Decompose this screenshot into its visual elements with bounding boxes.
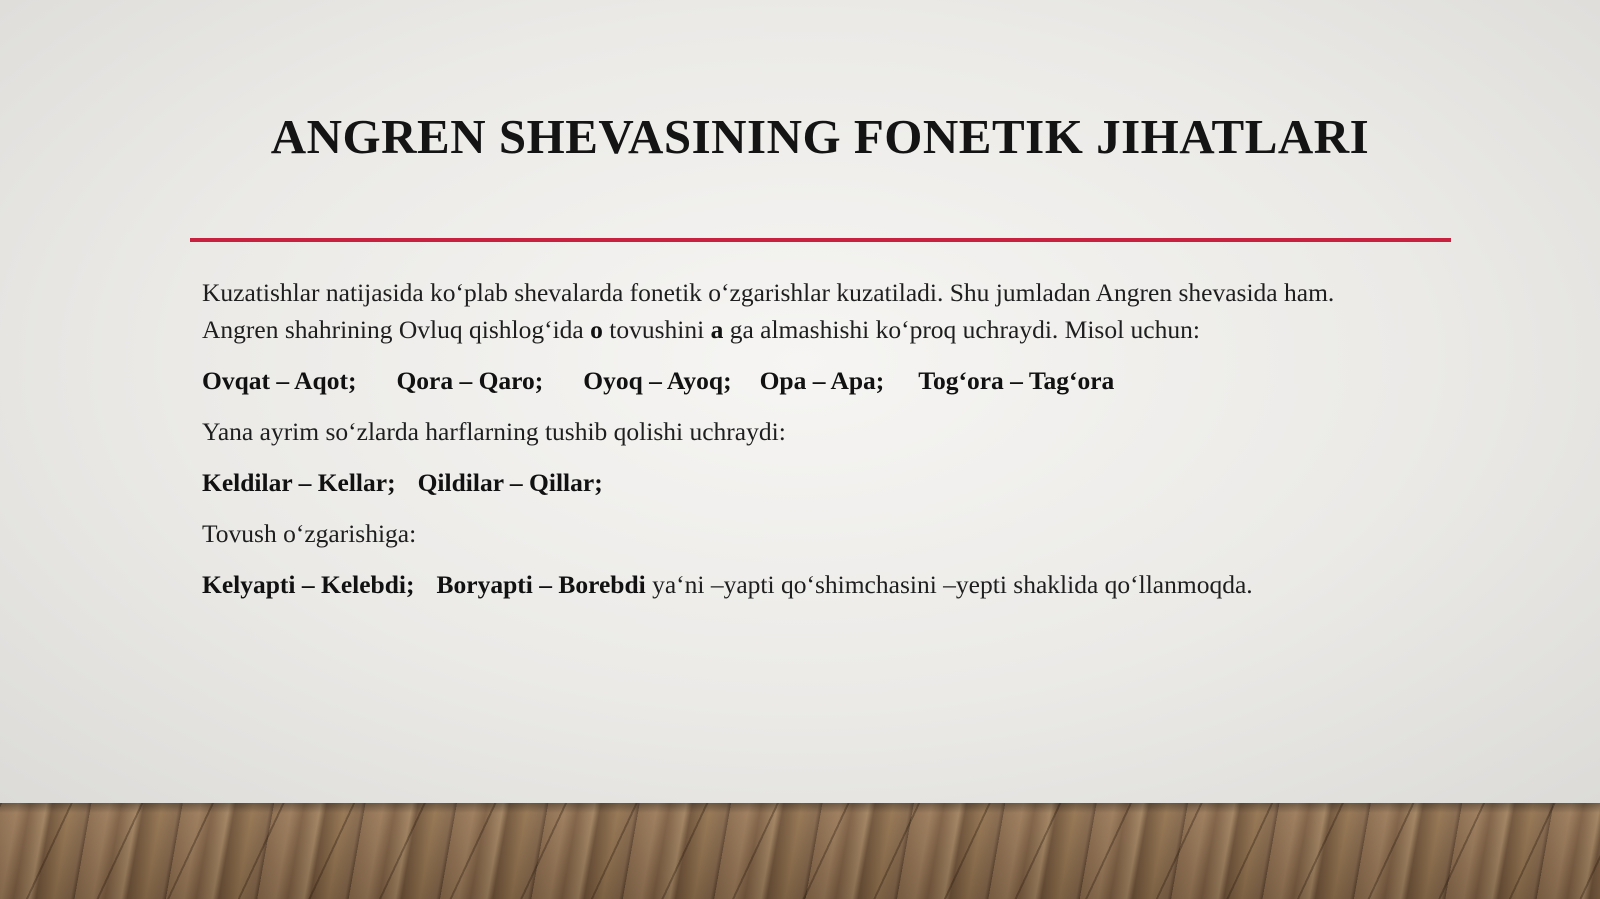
intro-bold-o: o bbox=[590, 315, 603, 344]
example-opa: Opa – Apa; bbox=[759, 366, 885, 395]
example-keldilar: Keldilar – Kellar; bbox=[202, 468, 396, 497]
intro-text-2: tovushini bbox=[602, 315, 711, 344]
slide-title: ANGREN SHEVASINING FONETIK JIHATLARI bbox=[270, 109, 1370, 164]
example-qora: Qora – Qaro; bbox=[396, 366, 544, 395]
examples-sound-change bbox=[202, 566, 1412, 603]
example-ovqat: Ovqat – Aqot; bbox=[202, 366, 357, 395]
example-kelyapti: Kelyapti – Kelebdi; bbox=[202, 570, 415, 599]
intro-bold-a: a bbox=[710, 315, 724, 344]
examples-letter-drop bbox=[202, 464, 1412, 501]
examples-vowel-change bbox=[202, 362, 1412, 399]
intro-text-3: ga almashishi ko‘proq uchraydi. Misol uchun: bbox=[723, 315, 1200, 344]
slide-body bbox=[202, 274, 1412, 603]
title-underline bbox=[190, 238, 1451, 242]
sound-change-explanation: ya‘ni –yapti qo‘shimchasini –yepti shaklida qo‘llanmoqda. bbox=[645, 570, 1253, 599]
example-oyoq: Oyoq – Ayoq; bbox=[583, 366, 732, 395]
example-togora: Tog‘ora – Tag‘ora bbox=[918, 366, 1115, 395]
example-qildilar: Qildilar – Qillar; bbox=[417, 468, 603, 497]
sentence-sound-change: Tovush o‘zgarishiga: bbox=[202, 519, 417, 548]
intro-text-1: Kuzatishlar natijasida ko‘plab shevalarda fonetik o‘zgarishlar kuzatiladi. Shu jumladan Angren shevasida ham. Angren shahrining Ovluq qishlog‘ida bbox=[202, 278, 1335, 344]
sentence-letter-drop: Yana ayrim so‘zlarda harflarning tushib qolishi uchraydi: bbox=[202, 417, 786, 446]
wooden-floor-decoration bbox=[0, 803, 1600, 899]
intro-paragraph bbox=[202, 274, 1412, 348]
example-boryapti: Boryapti – Borebdi bbox=[436, 570, 646, 599]
